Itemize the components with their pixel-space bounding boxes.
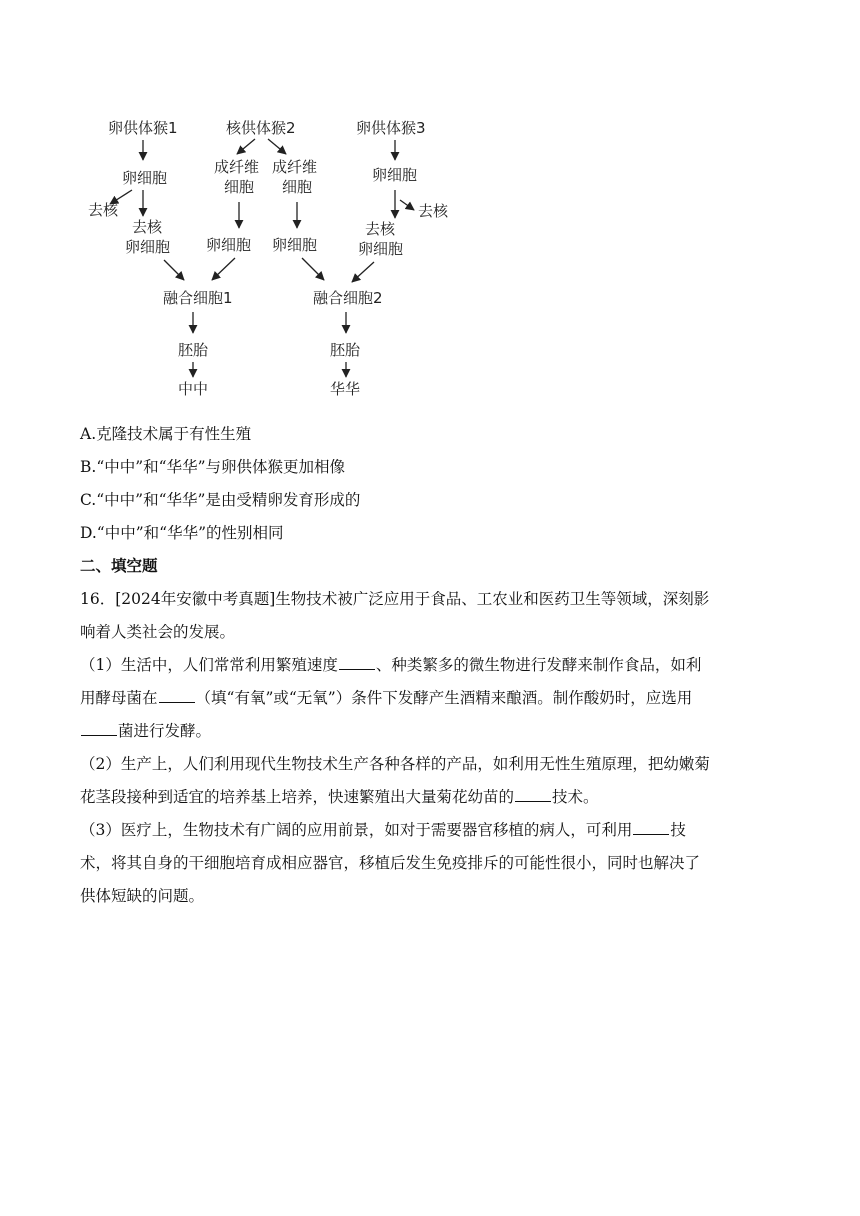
- text: （填“有氧”或“无氧”）条件下发酵产生酒精来酿酒。制作酸奶时，应选用: [195, 689, 693, 707]
- fused2-label: 融合细胞2: [313, 289, 383, 307]
- arrow: [400, 200, 414, 210]
- fibroblast-a-1: 成纤维: [214, 158, 260, 176]
- option-c: C.“中中”和“华华”是由受精卵发育形成的: [80, 491, 361, 509]
- result1-label: 中中: [178, 380, 209, 398]
- answer-blank: [159, 688, 195, 703]
- option-a: A.克隆技术属于有性生殖: [80, 425, 252, 443]
- arrow: [302, 258, 324, 280]
- arrow: [164, 260, 184, 280]
- fused1-label: 融合细胞1: [163, 289, 233, 307]
- subquestion-1: [80, 649, 780, 682]
- cloning-diagram: [0, 0, 860, 410]
- subquestion-2-cont: [80, 781, 780, 814]
- egg3-label: 卵细胞: [372, 166, 418, 184]
- remove-nucleus-left: 去核: [88, 201, 119, 219]
- answer-blank: [515, 787, 551, 802]
- text: （3）医疗上，生物技术有广阔的应用前景，如对于需要器官移植的病人，可利用: [80, 821, 633, 839]
- text: 用酵母菌在: [80, 689, 158, 707]
- option-d: D.“中中”和“华华”的性别相同: [80, 524, 284, 542]
- egg1-label: 卵细胞: [122, 169, 168, 187]
- fibroblast-a-2: 细胞: [224, 178, 255, 196]
- enucleated-egg-left-1: 去核: [132, 218, 163, 236]
- fibroblast-b-2: 细胞: [282, 178, 313, 196]
- section-title: 二、填空题: [80, 557, 158, 575]
- egg-a-label: 卵细胞: [206, 236, 252, 254]
- subquestion-2: （2）生产上，人们利用现代生物技术生产各种各样的产品，如利用无性生殖原理，把幼嫩菊: [80, 755, 710, 773]
- text: 技: [670, 821, 686, 839]
- text: （1）生活中，人们常常利用繁殖速度: [80, 656, 338, 674]
- arrow: [268, 139, 286, 154]
- answer-blank: [633, 820, 669, 835]
- enucleated-egg-right-2: 卵细胞: [358, 240, 404, 258]
- text: 菌进行发酵。: [118, 722, 212, 740]
- arrow: [212, 258, 235, 280]
- subquestion-3: [80, 814, 780, 847]
- subquestion-3-end: 供体短缺的问题。: [80, 887, 205, 905]
- remove-nucleus-right: 去核: [418, 202, 449, 220]
- enucleated-egg-right-1: 去核: [365, 220, 396, 238]
- arrow: [237, 139, 255, 154]
- question-content: [80, 418, 780, 913]
- egg-b-label: 卵细胞: [272, 236, 318, 254]
- subquestion-1-end: [80, 715, 780, 748]
- donor3-label: 卵供体猴3: [356, 119, 426, 137]
- answer-blank: [339, 655, 375, 670]
- donor2-label: 核供体猴2: [226, 119, 296, 137]
- text: 、种类繁多的微生物进行发酵来制作食品，如利: [375, 656, 702, 674]
- arrow: [352, 262, 374, 282]
- subquestion-1-cont: [80, 682, 780, 715]
- result2-label: 华华: [330, 380, 361, 398]
- donor1-label: 卵供体猴1: [108, 119, 178, 137]
- fibroblast-b-1: 成纤维: [272, 158, 318, 176]
- text: 花茎段接种到适宜的培养基上培养，快速繁殖出大量菊花幼苗的: [80, 788, 515, 806]
- embryo1-label: 胚胎: [178, 341, 209, 359]
- option-b: B.“中中”和“华华”与卵供体猴更加相像: [80, 458, 346, 476]
- enucleated-egg-left-2: 卵细胞: [125, 238, 171, 256]
- embryo2-label: 胚胎: [330, 341, 361, 359]
- subquestion-3-cont: 术，将其自身的干细胞培育成相应器官，移植后发生免疫排斥的可能性很小，同时也解决了: [80, 854, 701, 872]
- question-stem-line1: 16．[2024年安徽中考真题]生物技术被广泛应用于食品、工农业和医药卫生等领域，深刻影: [80, 590, 710, 608]
- text: 技术。: [552, 788, 599, 806]
- question-stem-line2: 响着人类社会的发展。: [80, 623, 236, 641]
- answer-blank: [81, 721, 117, 736]
